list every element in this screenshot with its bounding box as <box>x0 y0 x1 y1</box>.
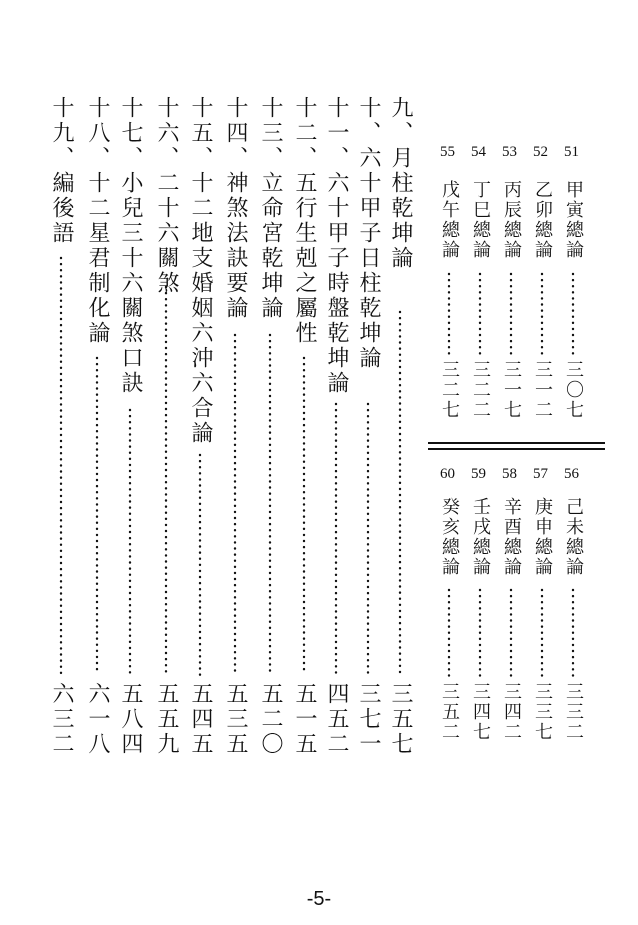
toc-page-15: 五四五 <box>188 682 213 757</box>
toc-page-13: 五二〇 <box>258 682 283 757</box>
toc-sub-num: 60 <box>440 466 455 482</box>
toc-heading-18: 十八、十二星君制化論 <box>85 96 110 346</box>
toc-sub-heading: 甲寅總論 <box>563 180 584 260</box>
divider-rule <box>428 442 605 444</box>
toc-sub-heading: 己未總論 <box>563 497 584 577</box>
toc-sub-heading: 乙卯總論 <box>532 180 553 260</box>
toc-sub-page: 三三七 <box>532 682 553 742</box>
toc-sub-heading: 丙辰總論 <box>501 180 522 260</box>
toc-sub-num: 58 <box>502 466 517 482</box>
toc-sub-page: 三一二 <box>532 360 553 420</box>
toc-sub-page: 三三二 <box>563 682 584 742</box>
toc-sub-heading: 壬戌總論 <box>470 497 491 577</box>
toc-page-10: 三七一 <box>356 682 381 757</box>
toc-heading-12: 十二、五行生剋之屬性 <box>292 96 317 346</box>
divider-rule <box>428 448 605 450</box>
page-number: -5- <box>306 888 332 910</box>
toc-page-11: 四五二 <box>324 682 349 757</box>
toc-heading-14: 十四、神煞法訣要論 <box>223 96 248 321</box>
toc-heading-9: 九、月柱乾坤論 <box>388 96 413 271</box>
toc-heading-10: 十、六十甲子日柱乾坤論 <box>356 96 381 371</box>
toc-page-19: 六三二 <box>49 682 74 757</box>
toc-sub-page: 三一七 <box>501 360 522 420</box>
toc-sub-page: 三五二 <box>439 682 460 742</box>
toc-page-9: 三五七 <box>388 682 413 757</box>
toc-sub-num: 59 <box>471 466 486 482</box>
toc-sub-heading: 辛酉總論 <box>501 497 522 577</box>
toc-sub-num: 54 <box>471 144 486 160</box>
toc-sub-num: 53 <box>502 144 517 160</box>
toc-page-16: 五五九 <box>154 682 179 757</box>
toc-heading-17: 十七、小兒三十六關煞口訣 <box>118 96 143 396</box>
toc-heading-15: 十五、十二地支婚姻六沖六合論 <box>188 96 213 446</box>
toc-heading-16: 十六、二十六關煞 <box>154 96 179 296</box>
toc-heading-13: 十三、立命宮乾坤論 <box>258 96 283 321</box>
toc-sub-heading: 丁巳總論 <box>470 180 491 260</box>
toc-page-14: 五三五 <box>223 682 248 757</box>
toc-sub-page: 三四七 <box>470 682 491 742</box>
toc-sub-num: 55 <box>440 144 455 160</box>
toc-heading-19: 十九、編後語 <box>49 96 74 246</box>
toc-page-12: 五一五 <box>292 682 317 757</box>
toc-sub-page: 三二二 <box>470 360 491 420</box>
toc-sub-heading: 庚申總論 <box>532 497 553 577</box>
toc-sub-num: 52 <box>533 144 548 160</box>
toc-sub-page: 三二七 <box>439 360 460 420</box>
toc-sub-page: 三〇七 <box>563 360 584 420</box>
toc-heading-11: 十一、六十甲子時盤乾坤論 <box>324 96 349 396</box>
toc-sub-page: 三四二 <box>501 682 522 742</box>
toc-sub-heading: 戊午總論 <box>439 180 460 260</box>
toc-page-17: 五八四 <box>118 682 143 757</box>
toc-sub-num: 57 <box>533 466 548 482</box>
toc-sub-num: 56 <box>564 466 579 482</box>
toc-sub-num: 51 <box>564 144 579 160</box>
toc-page-18: 六一八 <box>85 682 110 757</box>
toc-sub-heading: 癸亥總論 <box>439 497 460 577</box>
